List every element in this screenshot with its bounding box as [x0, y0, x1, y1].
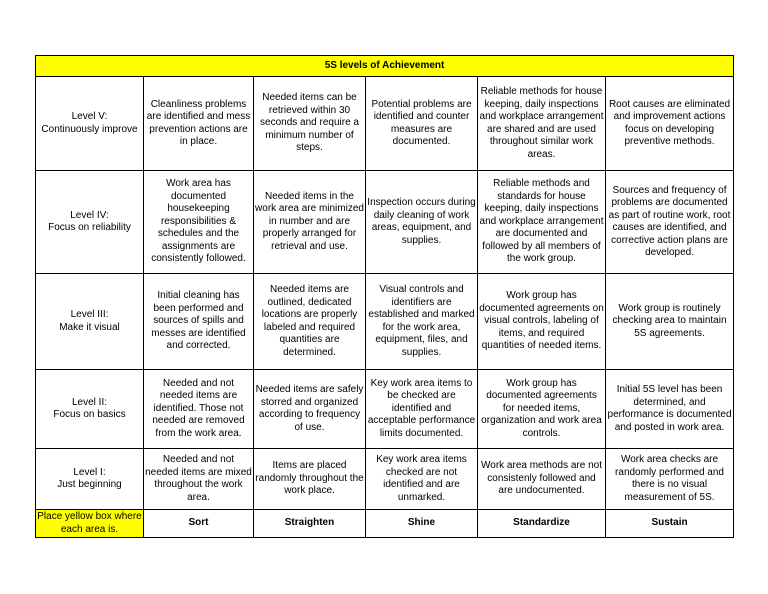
table-row — [36, 370, 734, 449]
rubric-cell[interactable]: Reliable methods for house keeping, daily inspections and workplace arrangement are shared and are used throughout similar work areas. — [478, 77, 606, 171]
column-label-straighten: Straighten — [254, 510, 366, 538]
column-label-shine: Shine — [366, 510, 478, 538]
rubric-cell[interactable]: Work area methods are not consistenly followed and are undocumented. — [478, 449, 606, 510]
rubric-cell[interactable]: Items are placed randomly throughout the work place. — [254, 449, 366, 510]
level-header — [36, 370, 144, 449]
footer-row — [36, 510, 734, 538]
table-row — [36, 449, 734, 510]
level-number: Level II: — [71, 396, 108, 408]
level-label: Focus on basics — [53, 409, 126, 420]
rubric-cell[interactable]: Key work area items to be checked are identified and acceptable performance limits documented. — [366, 370, 478, 449]
table-row — [36, 77, 734, 171]
level-number: Level IV: — [70, 209, 109, 221]
rubric-cell[interactable]: Initial cleaning has been performed and sources of spills and messes are identified and corrected. — [144, 274, 254, 370]
level-header — [36, 449, 144, 510]
rubric-cell[interactable]: Work group has documented agreements for needed items, organization and work area controls. — [478, 370, 606, 449]
rubric-cell[interactable]: Potential problems are identified and counter measures are documented. — [366, 77, 478, 171]
table-row — [36, 171, 734, 274]
level-header — [36, 77, 144, 171]
column-label-sustain: Sustain — [606, 510, 734, 538]
rubric-cell[interactable]: Needed items are outlined, dedicated locations are properly labeled and required quantities are determined. — [254, 274, 366, 370]
rubric-cell[interactable]: Work area has documented housekeeping responsibilities & schedules and the assignments are consistently followed. — [144, 171, 254, 274]
rubric-cell[interactable]: Needed items can be retrieved within 30 seconds and require a minimum number of steps. — [254, 77, 366, 171]
level-number: Level V: — [71, 111, 108, 122]
rubric-cell[interactable]: Work group is routinely checking area to maintain 5S agreements. — [606, 274, 734, 370]
level-number: Level III: — [70, 309, 109, 320]
5s-rubric-table — [35, 55, 734, 538]
level-label: Continuously improve — [41, 123, 138, 135]
rubric-cell[interactable]: Root causes are eliminated and improvement actions focus on developing preventive methods. — [606, 77, 734, 171]
rubric-cell[interactable]: Initial 5S level has been determined, and performance is documented and posted in work area. — [606, 370, 734, 449]
rubric-cell[interactable]: Visual controls and identifiers are established and marked for the work area, equipment, files, and supplies. — [366, 274, 478, 370]
level-header — [36, 274, 144, 370]
title-row — [36, 56, 734, 77]
level-header — [36, 171, 144, 274]
table-row — [36, 274, 734, 370]
rubric-cell[interactable]: Cleanliness problems are identified and mess prevention actions are in place. — [144, 77, 254, 171]
level-label: Focus on reliability — [48, 222, 131, 233]
rubric-cell[interactable]: Key work area items checked are not identified and are unmarked. — [366, 449, 478, 510]
column-label-sort: Sort — [144, 510, 254, 538]
table-title: 5S levels of Achievement — [36, 56, 734, 77]
instruction-cell: Place yellow box where each area is. — [36, 510, 144, 538]
column-label-standardize: Standardize — [478, 510, 606, 538]
rubric-cell[interactable]: Reliable methods and standards for house keeping, daily inspections and workplace arrangement are documented and followed by all members of the work group. — [478, 171, 606, 274]
rubric-cell[interactable]: Needed items are safely storred and organized according to frequency of use. — [254, 370, 366, 449]
rubric-cell[interactable]: Work area checks are randomly performed and there is no visual measurement of 5S. — [606, 449, 734, 510]
level-label: Just beginning — [57, 479, 122, 490]
level-number: Level I: — [73, 466, 106, 478]
rubric-cell[interactable]: Inspection occurs during daily cleaning of work areas, equipment, and supplies. — [366, 171, 478, 274]
rubric-cell[interactable]: Work group has documented agreements on visual controls, labeling of items, and required quantities of needed items. — [478, 274, 606, 370]
rubric-cell[interactable]: Needed and not needed items are identified. Those not needed are removed from the work area. — [144, 370, 254, 449]
rubric-cell[interactable]: Needed and not needed items are mixed throughout the work area. — [144, 449, 254, 510]
level-label: Make it visual — [59, 321, 120, 333]
rubric-cell[interactable]: Needed items in the work area are minimized in number and are properly arranged for retrieval and use. — [254, 171, 366, 274]
rubric-cell[interactable]: Sources and frequency of problems are documented as part of routine work, root causes are identified, and corrective action plans are developed. — [606, 171, 734, 274]
